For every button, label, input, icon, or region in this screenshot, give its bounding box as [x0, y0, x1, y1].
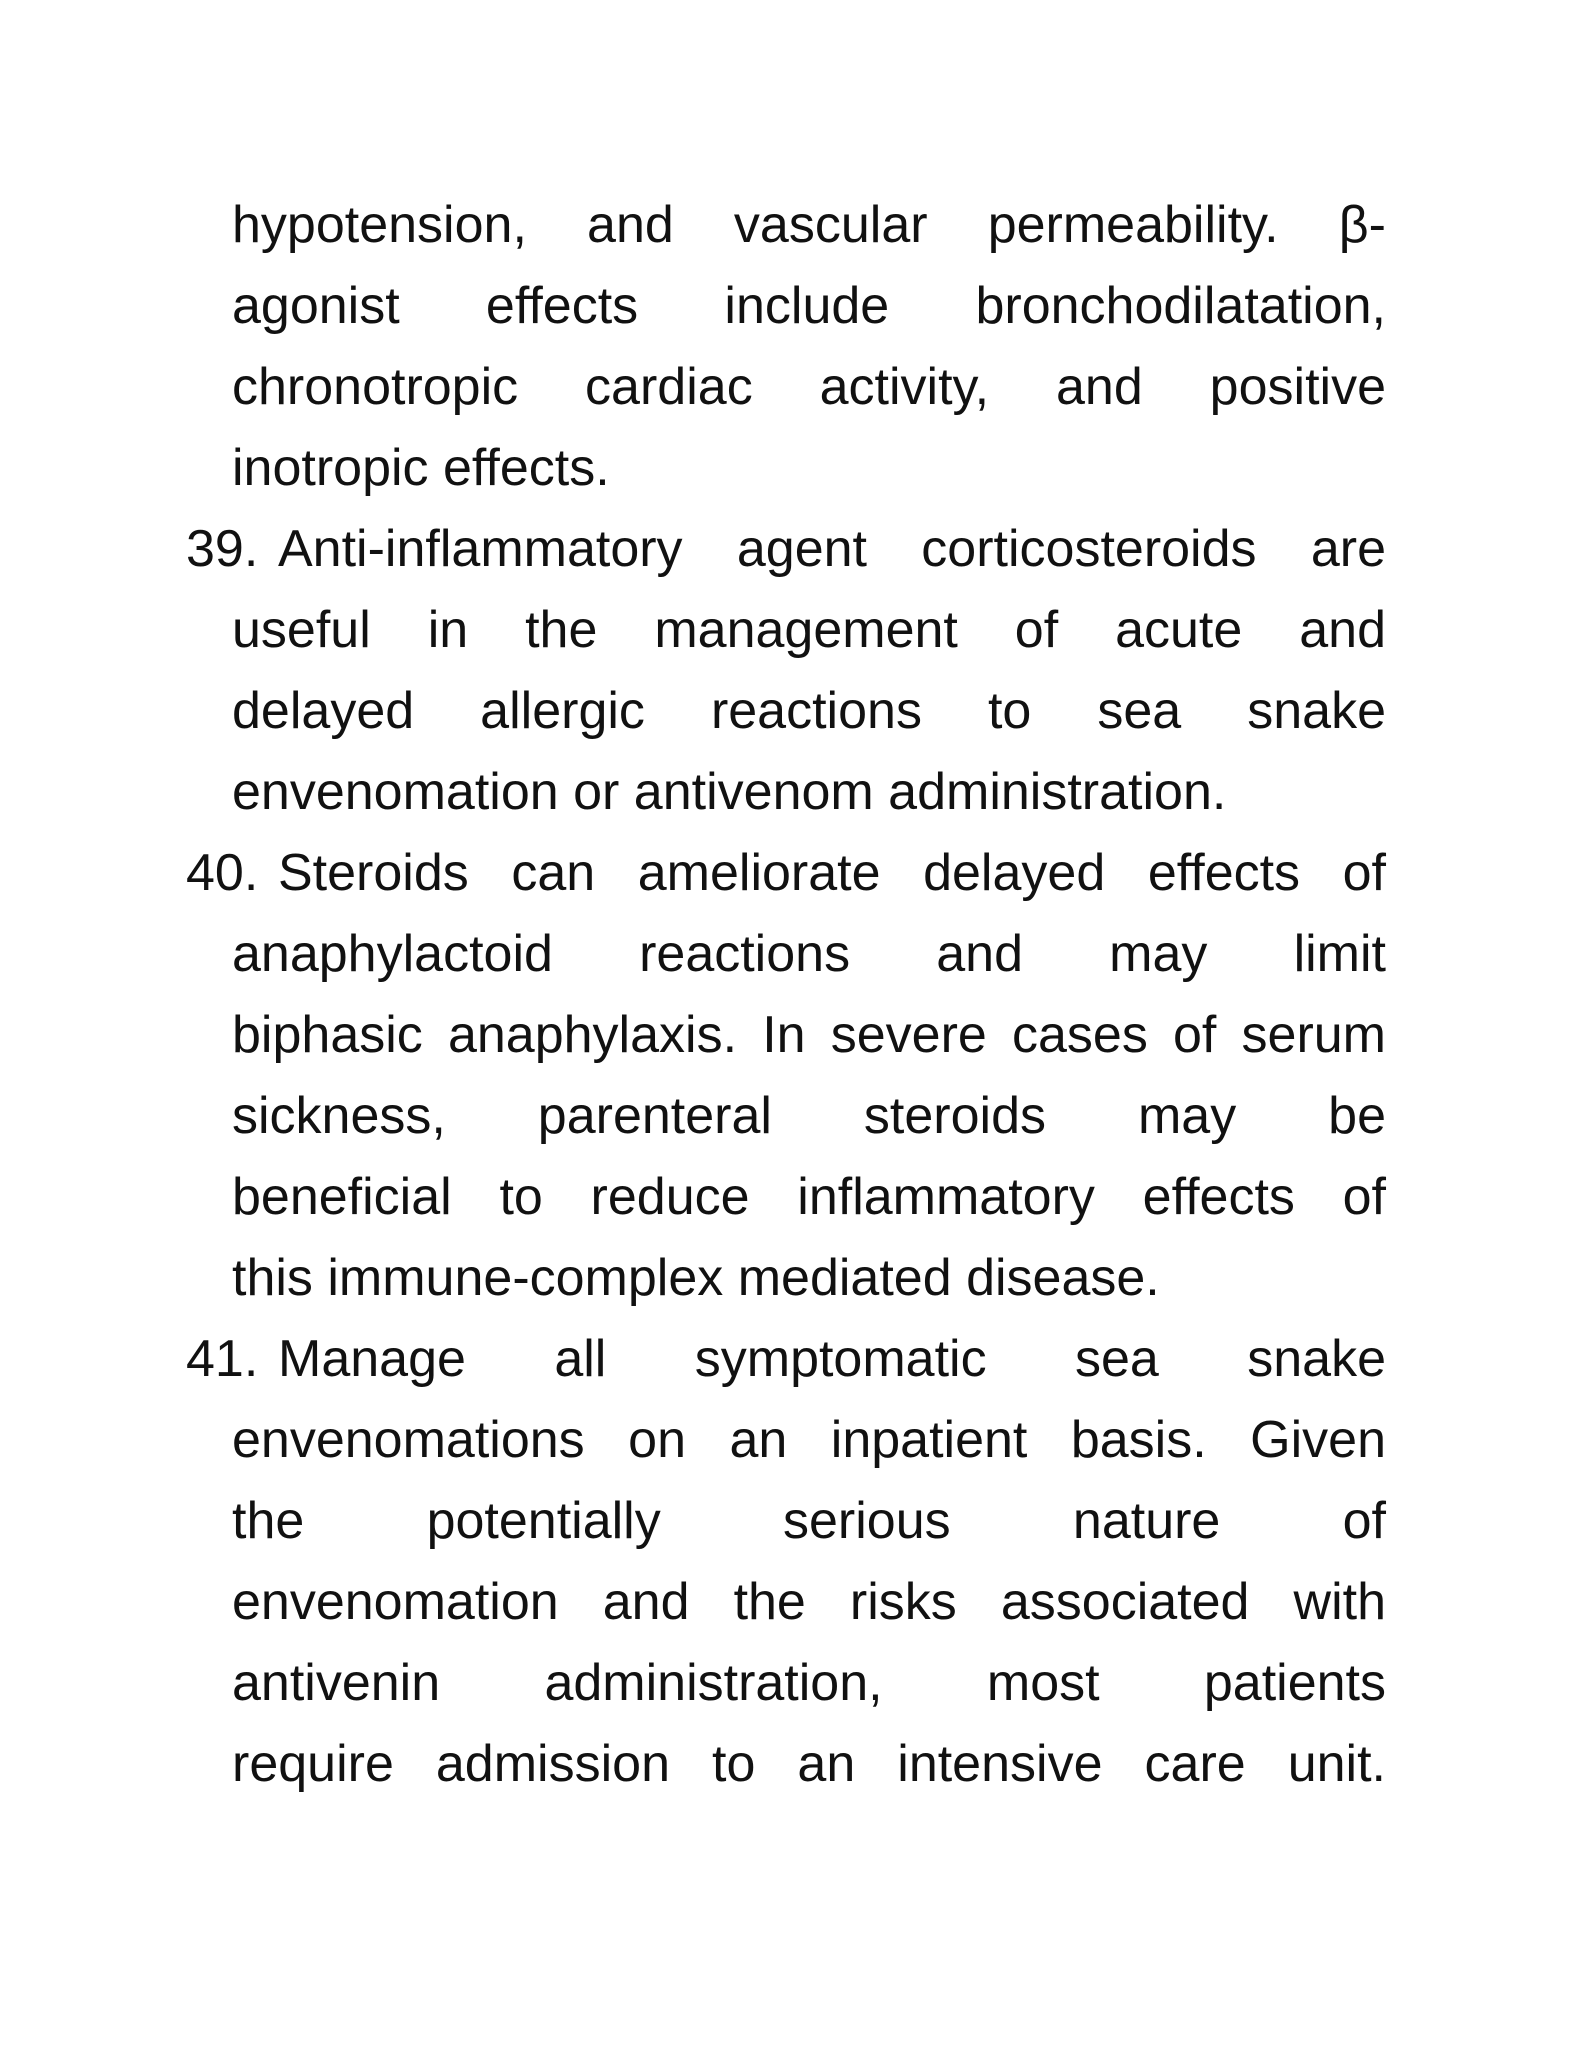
text-line: require admission to an intensive care unit.	[232, 1735, 1386, 1793]
text-line: this immune-complex mediated disease.	[232, 1249, 1160, 1307]
text-line: anaphylactoid reactions and may limit	[232, 925, 1386, 983]
text-line: envenomations on an inpatient basis. Given	[232, 1411, 1386, 1469]
list-number: 41.	[186, 1330, 259, 1388]
text-line: sickness, parenteral steroids may be	[232, 1087, 1386, 1145]
list-number: 40.	[186, 844, 259, 902]
text-line: inotropic effects.	[232, 439, 610, 497]
text-line: antivenin administration, most patients	[232, 1654, 1386, 1712]
text-line: envenomation and the risks associated with	[232, 1573, 1386, 1631]
text-line: biphasic anaphylaxis. In severe cases of serum	[232, 1006, 1386, 1064]
text-line: agonist effects include bronchodilatation,	[232, 277, 1386, 335]
text-line: delayed allergic reactions to sea snake	[232, 682, 1386, 740]
text-line: useful in the management of acute and	[232, 601, 1386, 659]
text-line: beneficial to reduce inflammatory effects of	[232, 1168, 1386, 1226]
text-line: Steroids can ameliorate delayed effects of	[278, 844, 1386, 902]
text-line: Anti-inflammatory agent corticosteroids are	[278, 520, 1386, 578]
text-line: Manage all symptomatic sea snake	[278, 1330, 1386, 1388]
text-line: hypotension, and vascular permeability. β-	[232, 196, 1386, 254]
text-line: chronotropic cardiac activity, and positive	[232, 358, 1386, 416]
list-number: 39.	[186, 520, 259, 578]
text-line: the potentially serious nature of	[232, 1492, 1386, 1550]
text-line: envenomation or antivenom administration.	[232, 763, 1227, 821]
